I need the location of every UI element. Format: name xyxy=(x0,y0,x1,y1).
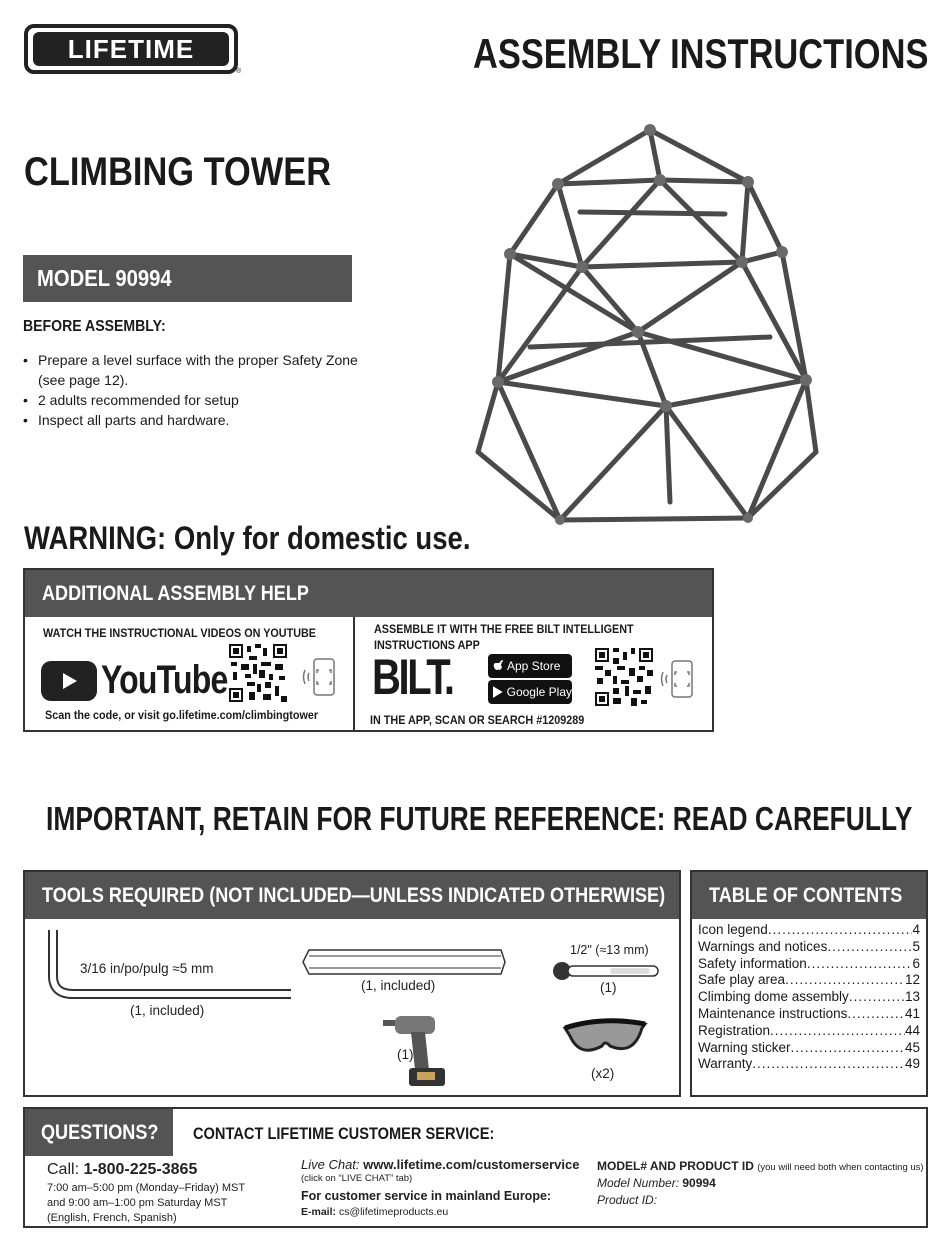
important-notice: IMPORTANT, RETAIN FOR FUTURE REFERENCE: READ CAREFULLY xyxy=(46,800,913,837)
table-of-contents-header: TABLE OF CONTENTS xyxy=(692,872,926,919)
bilt-caption-line2: INSTRUCTIONS APP xyxy=(374,638,480,652)
bilt-footer: IN THE APP, SCAN OR SEARCH #1209289 xyxy=(370,713,585,727)
toc-entry[interactable]: Maintenance instructions ..... 41 xyxy=(698,1006,920,1023)
tools-required-panel xyxy=(23,870,681,1097)
registered-mark-icon: ® xyxy=(236,68,242,75)
toc-entry[interactable]: Warranty ..... 49 xyxy=(698,1056,920,1073)
ratchet-size: 1/2" (≈13 mm) xyxy=(570,943,649,957)
google-play-icon xyxy=(492,685,504,699)
bilt-qr-code[interactable] xyxy=(595,648,653,706)
youtube-logo-text: YouTube xyxy=(101,658,228,702)
safety-glasses-icon xyxy=(562,1014,648,1064)
email-label: E-mail: xyxy=(301,1206,337,1218)
call-label: Call: xyxy=(47,1161,80,1178)
tools-required-header: TOOLS REQUIRED (NOT INCLUDED—UNLESS INDICATED OTHERWISE) xyxy=(25,872,679,919)
document-title: ASSEMBLY INSTRUCTIONS xyxy=(472,30,928,77)
toc-entry[interactable]: Safety information ..... 6 xyxy=(698,956,920,973)
assembly-help-panel xyxy=(23,568,714,732)
model-label: MODEL 90994 xyxy=(37,265,172,291)
before-assembly-heading: BEFORE ASSEMBLY: xyxy=(23,318,166,335)
youtube-caption: WATCH THE INSTRUCTIONAL VIDEOS ON YOUTUBE xyxy=(43,626,317,640)
hex-bit-icon xyxy=(301,948,507,976)
google-play-label: Google Play xyxy=(506,685,572,699)
youtube-play-icon xyxy=(41,661,97,701)
allen-wrench-size: 3/16 in/po/pulg ≈5 mm xyxy=(80,961,214,976)
languages: (English, French, Spanish) xyxy=(47,1212,177,1224)
toc-entry[interactable]: Safe play area ..... 12 xyxy=(698,972,920,989)
brand-logo-text: LIFETIME xyxy=(33,32,229,66)
model-number-line xyxy=(597,1176,716,1190)
questions-header: QUESTIONS? xyxy=(25,1109,173,1156)
allen-wrench-qty: (1, included) xyxy=(130,1003,205,1018)
phone-scan-icon xyxy=(301,656,339,698)
ratchet-icon xyxy=(550,960,662,982)
youtube-footer: Scan the code, or visit go.lifetime.com/climbingtower xyxy=(45,708,319,722)
product-id-heading-line xyxy=(597,1159,924,1173)
questions-panel xyxy=(23,1107,928,1228)
ratchet-qty: (1) xyxy=(600,980,617,995)
brand-logo xyxy=(24,24,238,74)
toc-entry[interactable]: Warnings and notices ..... 5 xyxy=(698,939,920,956)
power-drill-icon xyxy=(381,1012,447,1090)
phone-scan-icon xyxy=(659,658,697,700)
toc-entry[interactable]: Warning sticker ..... 45 xyxy=(698,1040,920,1057)
google-play-button[interactable] xyxy=(488,680,572,704)
live-chat-hint: (click on “LIVE CHAT” tab) xyxy=(301,1173,413,1184)
apple-icon xyxy=(492,659,504,673)
glasses-qty: (x2) xyxy=(591,1066,615,1081)
model-number-value: 90994 xyxy=(682,1176,716,1190)
app-store-button[interactable] xyxy=(488,654,572,678)
europe-heading: For customer service in mainland Europe: xyxy=(301,1189,552,1203)
product-id-hint: (you will need both when contacting us) xyxy=(757,1162,924,1173)
email-link[interactable]: cs@lifetimeproducts.eu xyxy=(338,1206,449,1218)
model-number-label: Model Number: xyxy=(597,1176,680,1190)
product-id-heading: MODEL# AND PRODUCT ID xyxy=(597,1159,754,1173)
live-chat-label: Live Chat: xyxy=(301,1157,360,1172)
before-assembly-list xyxy=(23,350,383,430)
hours-weekday: 7:00 am–5:00 pm (Monday–Friday) MST xyxy=(47,1182,246,1194)
bilt-caption-line1: ASSEMBLE IT WITH THE FREE BILT INTELLIGENT xyxy=(374,622,634,636)
bilt-logo: BILT. xyxy=(372,649,453,705)
toc-entry[interactable]: Climbing dome assembly ..... 13 xyxy=(698,989,920,1006)
list-item: • 2 adults recommended for setup xyxy=(23,390,383,410)
phone-number[interactable]: 1-800-225-3865 xyxy=(83,1161,198,1178)
live-chat-link[interactable]: www.lifetime.com/customerservice xyxy=(363,1157,580,1172)
list-item-continued: (see page 12). xyxy=(38,372,129,388)
assembly-help-header: ADDITIONAL ASSEMBLY HELP xyxy=(25,570,712,617)
app-store-label: App Store xyxy=(507,659,561,673)
drill-qty: (1) xyxy=(397,1047,414,1062)
toc-entry[interactable]: Icon legend ..... 4 xyxy=(698,922,920,939)
model-banner xyxy=(23,255,352,302)
email-line xyxy=(301,1206,448,1218)
list-item: • Prepare a level surface with the proper Safety Zone xyxy=(23,350,383,370)
youtube-logo xyxy=(41,658,259,703)
domestic-use-warning: WARNING: Only for domestic use. xyxy=(24,520,471,556)
hex-bit-qty: (1, included) xyxy=(361,978,436,993)
contact-heading: CONTACT LIFETIME CUSTOMER SERVICE: xyxy=(193,1124,495,1143)
panel-divider xyxy=(353,617,355,732)
climbing-dome-illustration xyxy=(470,122,820,527)
toc-entry[interactable]: Registration ..... 44 xyxy=(698,1023,920,1040)
list-item: • Inspect all parts and hardware. xyxy=(23,410,383,430)
phone-line xyxy=(47,1161,197,1179)
product-id-label: Product ID: xyxy=(597,1193,658,1207)
hours-saturday: and 9:00 am–1:00 pm Saturday MST xyxy=(47,1197,228,1209)
product-title: CLIMBING TOWER xyxy=(24,150,332,194)
live-chat-line xyxy=(301,1157,579,1172)
toc-list xyxy=(698,922,920,1073)
table-of-contents-panel xyxy=(690,870,928,1097)
youtube-qr-code[interactable] xyxy=(229,644,287,702)
